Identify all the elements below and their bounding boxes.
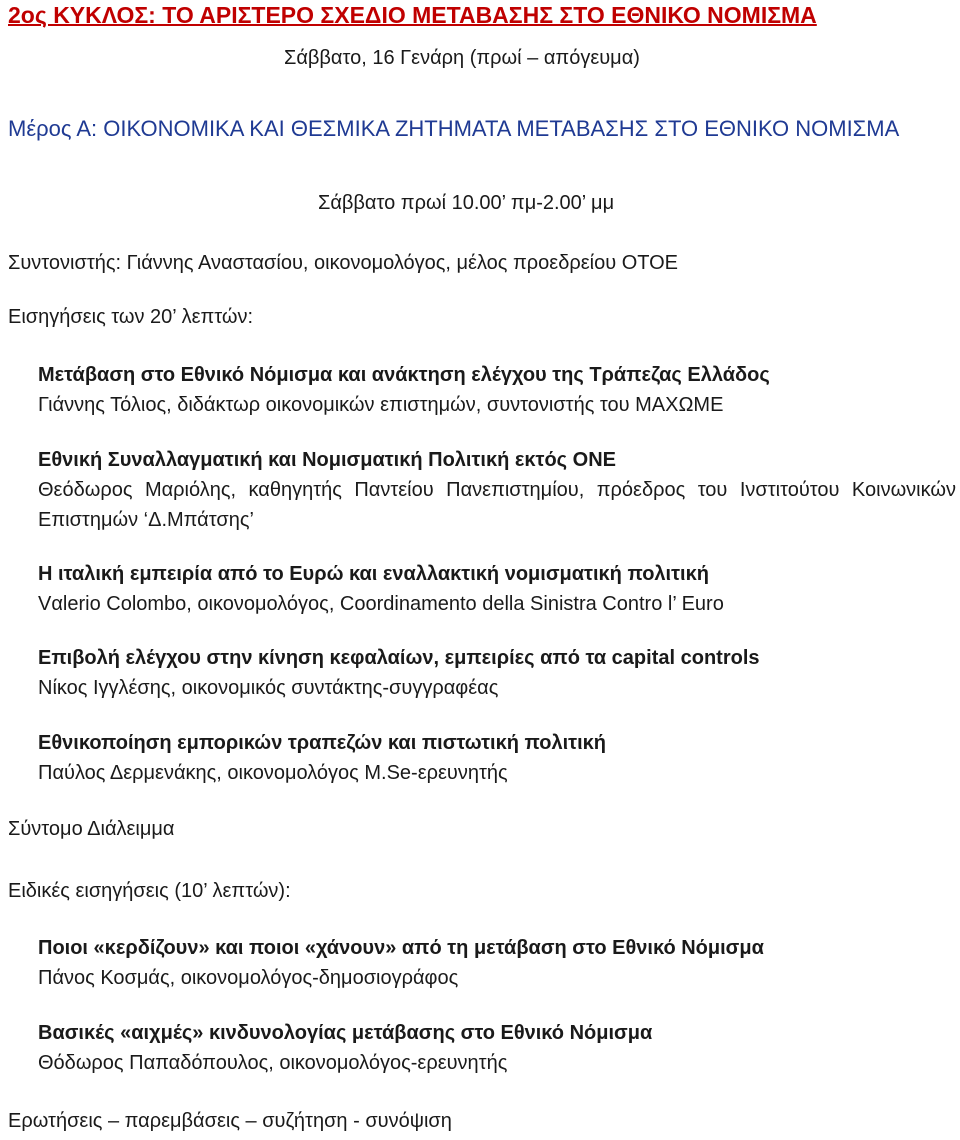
talk-speaker: Νίκος Ιγγλέσης, οικονομικός συντάκτης-συγγραφέας bbox=[38, 677, 499, 699]
talk-speaker: Vαlerio Colombo, οικονομολόγος, Coordinamento della Sinistra Contro l’ Euro bbox=[38, 593, 724, 615]
talk-item bbox=[38, 1018, 956, 1078]
talk-item bbox=[38, 933, 956, 993]
talk-speaker: Θόδωρος Παπαδόπουλος, οικονομολόγος-ερευνητής bbox=[38, 1052, 508, 1074]
intro-20-minute-talks: Εισηγήσεις των 20’ λεπτών: bbox=[8, 306, 254, 328]
talk-title: Μετάβαση στο Εθνικό Νόμισμα και ανάκτηση ελέγχου της Τράπεζας Ελλάδος bbox=[38, 364, 770, 386]
coordinator-line: Συντονιστής: Γιάννης Αναστασίου, οικονομολόγος, μέλος προεδρείου ΟΤΟΕ bbox=[8, 252, 678, 274]
talk-item bbox=[38, 445, 956, 535]
talk-title: Εθνική Συναλλαγματική και Νομισματική Πολιτική εκτός ΟΝΕ bbox=[38, 449, 616, 471]
talk-item bbox=[38, 728, 956, 788]
document-title: 2ος ΚΥΚΛΟΣ: ΤΟ ΑΡΙΣΤΕΡΟ ΣΧΕΔΙΟ ΜΕΤΑΒΑΣΗΣ ΣΤΟ ΕΘΝΙΚΟ ΝΟΜΙΣΜΑ bbox=[8, 2, 817, 28]
talk-title: Βασικές «αιχμές» κινδυνολογίας μετάβασης στο Εθνικό Νόμισμα bbox=[38, 1022, 653, 1044]
talk-title: Επιβολή ελέγχου στην κίνηση κεφαλαίων, εμπειρίες από τα capital controls bbox=[38, 647, 760, 669]
short-break: Σύντομο Διάλειμμα bbox=[8, 818, 175, 840]
talk-speaker: Παύλος Δερμενάκης, οικονομολόγος M.Se-ερευνητής bbox=[38, 762, 508, 784]
talk-speaker: Γιάννης Τόλιος, διδάκτωρ οικονομικών επιστημών, συντονιστής του ΜΑΧΩΜΕ bbox=[38, 394, 724, 416]
session-time: Σάββατο πρωί 10.00’ πμ-2.00’ μμ bbox=[318, 192, 615, 214]
talk-title: Εθνικοποίηση εμπορικών τραπεζών και πιστωτική πολιτική bbox=[38, 732, 606, 754]
event-day: Σάββατο, 16 Γενάρη (πρωί – απόγευμα) bbox=[284, 47, 640, 69]
talk-speaker: Θεόδωρος Μαριόλης, καθηγητής Παντείου Πανεπιστημίου, πρόεδρος του Ινστιτούτου Κοινωνικών Επιστημών ‘Δ.Μπάτσης’ bbox=[38, 479, 956, 531]
intro-10-minute-talks: Ειδικές εισηγήσεις (10’ λεπτών): bbox=[8, 880, 291, 902]
closing-discussion: Ερωτήσεις – παρεμβάσεις – συζήτηση - συνόψιση bbox=[8, 1110, 452, 1132]
talk-item bbox=[38, 559, 956, 619]
talk-item bbox=[38, 360, 956, 420]
talk-item bbox=[38, 643, 956, 703]
part-title: Μέρος Α: ΟΙΚΟΝΟΜΙΚΑ ΚΑΙ ΘΕΣΜΙΚΑ ΖΗΤΗΜΑΤΑ ΜΕΤΑΒΑΣΗΣ ΣΤΟ ΕΘΝΙΚΟ ΝΟΜΙΣΜΑ bbox=[8, 116, 900, 141]
talk-title: Ποιοι «κερδίζουν» και ποιοι «χάνουν» από τη μετάβαση στο Εθνικό Νόμισμα bbox=[38, 937, 764, 959]
talk-title: Η ιταλική εμπειρία από το Ευρώ και εναλλακτική νομισματική πολιτική bbox=[38, 563, 709, 585]
talk-speaker: Πάνος Κοσμάς, οικονομολόγος-δημοσιογράφος bbox=[38, 967, 459, 989]
